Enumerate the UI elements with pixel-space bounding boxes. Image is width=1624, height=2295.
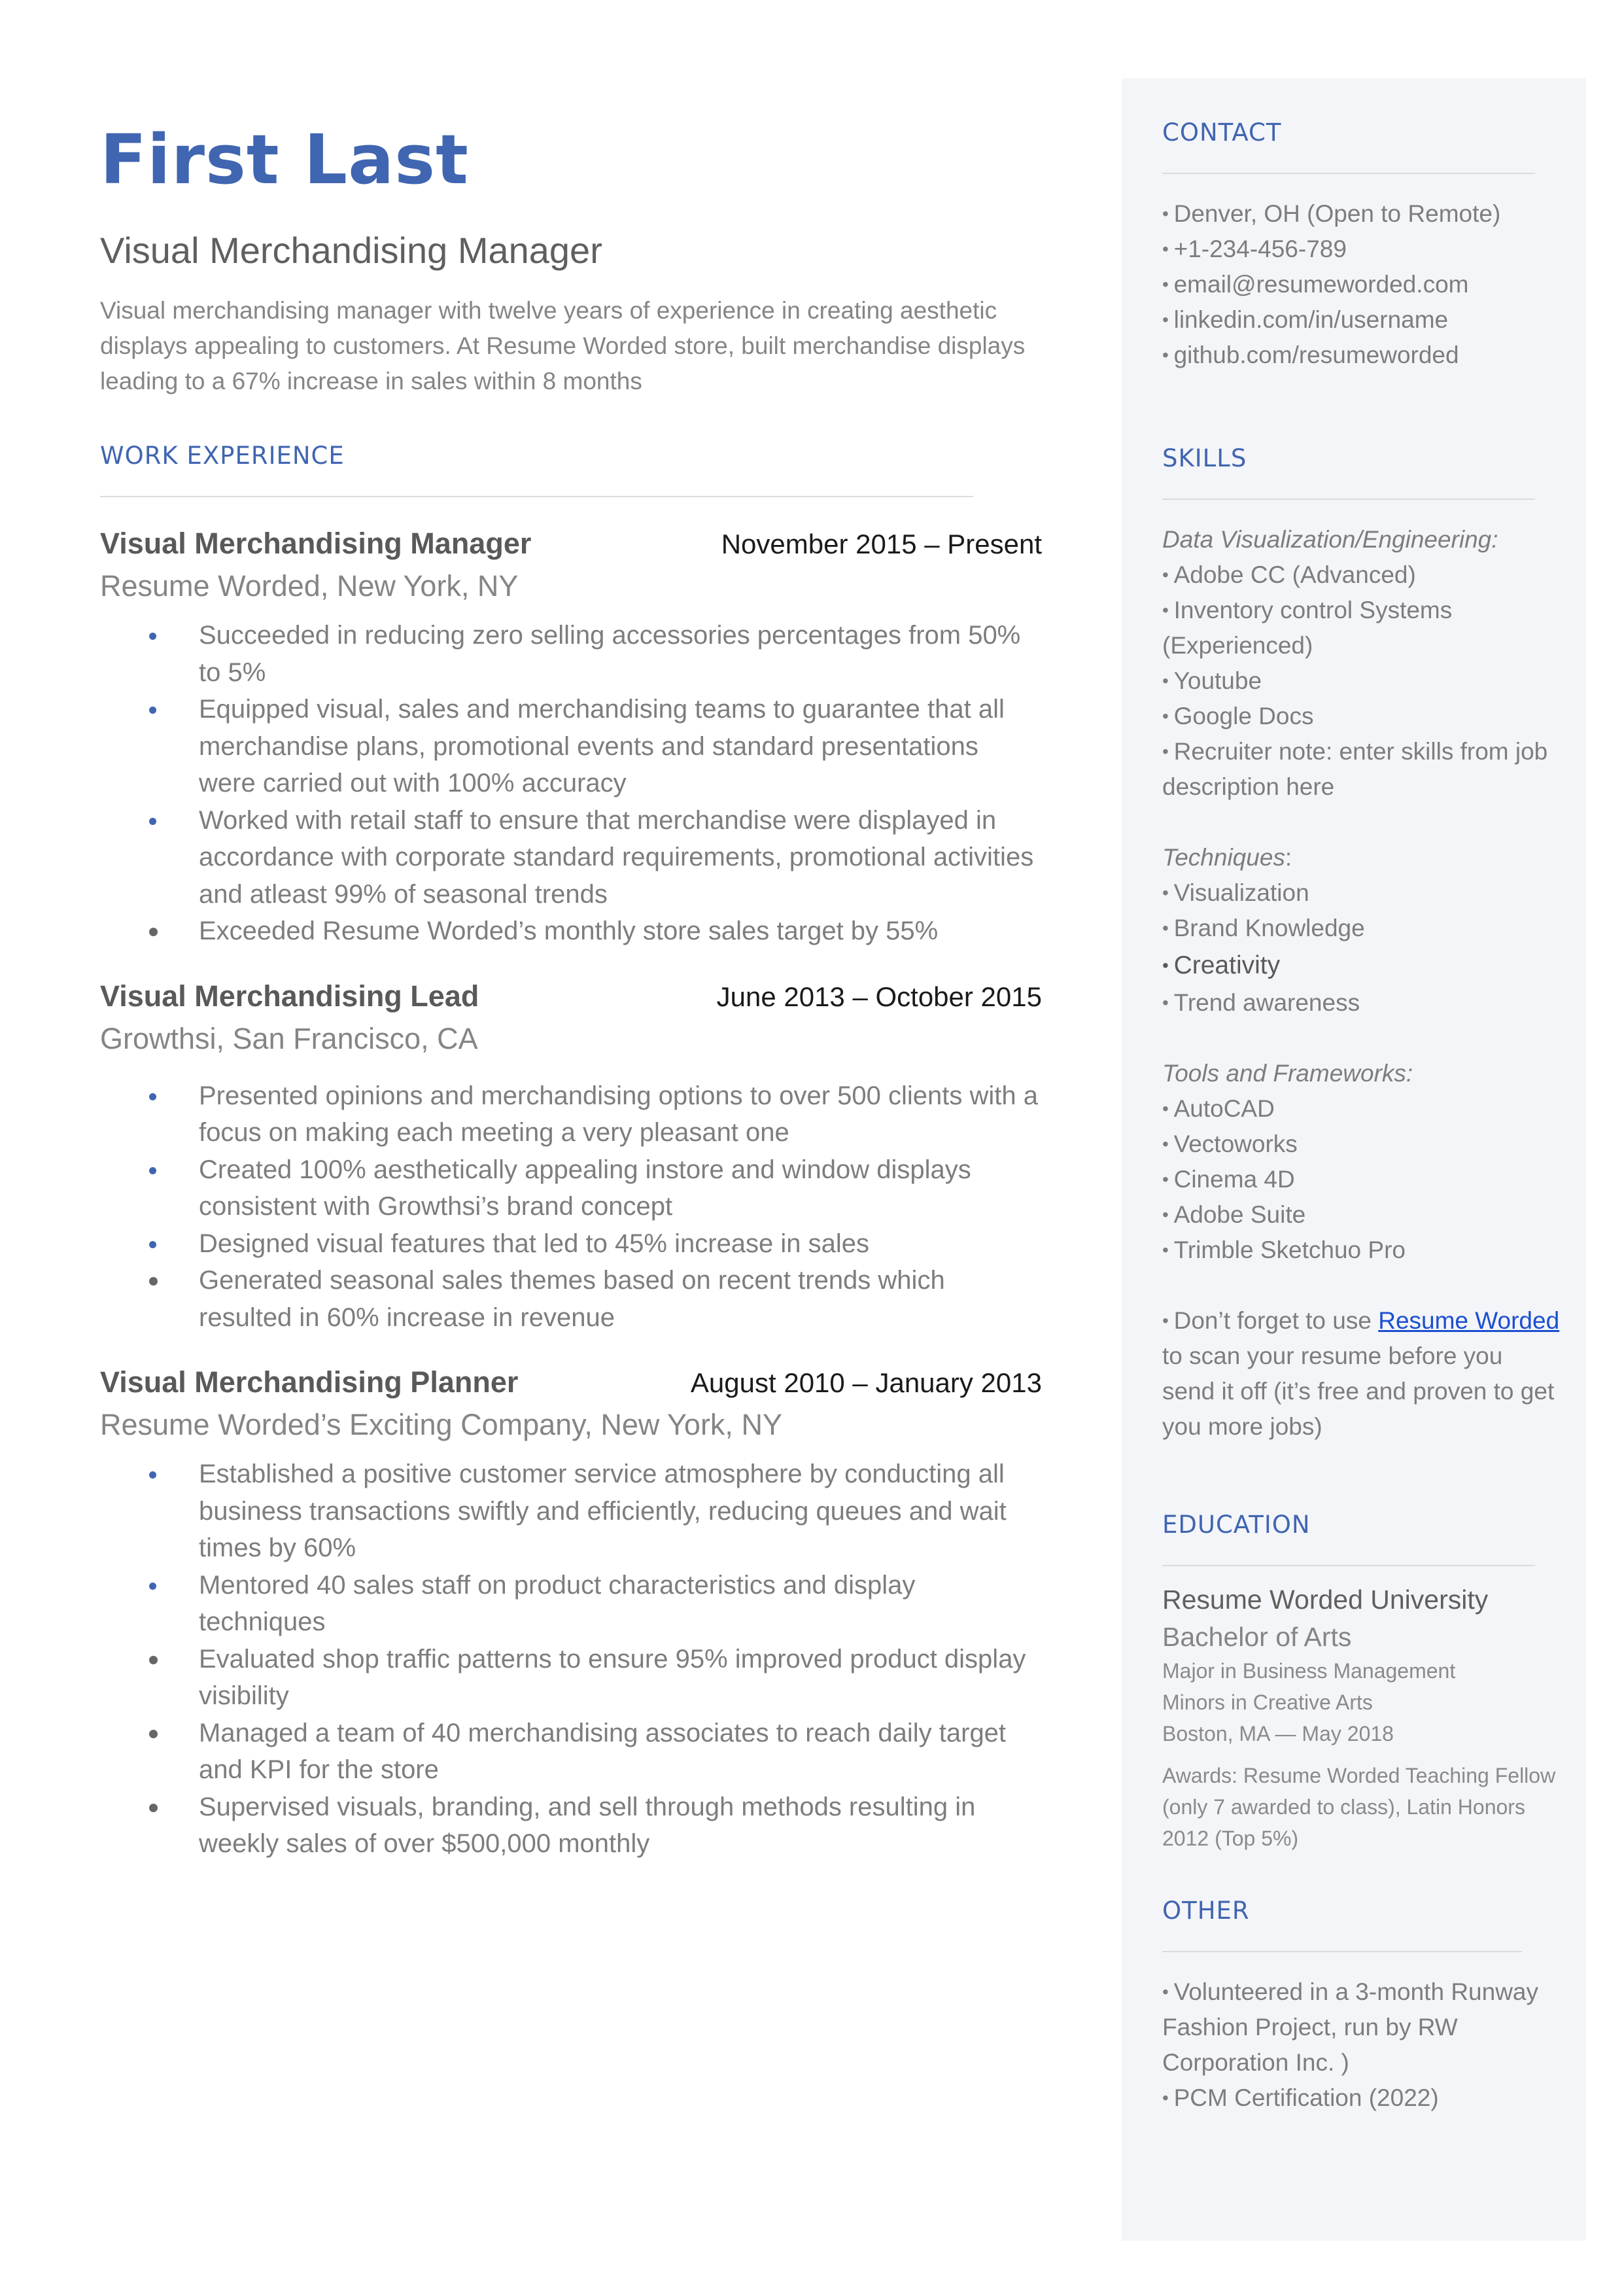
education-school: Resume Worded University xyxy=(1162,1585,1489,1615)
skill-item: • Trend awareness xyxy=(1162,985,1561,1021)
job-company: Growthsi, San Francisco, CA xyxy=(100,1021,478,1055)
skill-item: • Youtube xyxy=(1162,663,1561,699)
job-company: Resume Worded, New York, NY xyxy=(100,569,519,603)
job-entry xyxy=(100,976,1042,1337)
education-awards: Awards: Resume Worded Teaching Fellow (only 7 awarded to class), Latin Honors 2012 (Top 5%) xyxy=(1162,1764,1556,1850)
contact-github[interactable]: • github.com/resumeworded xyxy=(1162,338,1561,373)
job-dates: November 2015 – Present xyxy=(721,529,1042,559)
job-title: Visual Merchandising Planner xyxy=(100,1365,519,1399)
sidebar xyxy=(1122,79,1586,2241)
job-bullet: Worked with retail staff to ensure that merchandise were displayed in accordance with corporate standard requirements, promotional activities and atleast 99% of seasonal trends xyxy=(100,802,1042,913)
job-bullets xyxy=(100,1077,1042,1337)
contact-email[interactable]: • email@resumeworded.com xyxy=(1162,267,1561,302)
job-dates: June 2013 – October 2015 xyxy=(716,981,1042,1012)
skills-group-colon: : xyxy=(1285,844,1292,871)
work-experience-heading: WORK EXPERIENCE xyxy=(100,442,345,470)
candidate-name: First Last xyxy=(100,120,469,200)
contact-heading: CONTACT xyxy=(1162,118,1282,147)
contact-location: • Denver, OH (Open to Remote) xyxy=(1162,196,1561,232)
skill-item: • Creativity xyxy=(1162,946,1561,985)
divider xyxy=(1162,1951,1522,1952)
other-heading: OTHER xyxy=(1162,1897,1250,1925)
skill-item: • Inventory control Systems (Experienced) xyxy=(1162,593,1561,663)
education-major: Major in Business Management xyxy=(1162,1659,1456,1683)
skill-item: • Adobe CC (Advanced) xyxy=(1162,557,1561,593)
job-bullet: Designed visual features that led to 45% increase in sales xyxy=(100,1225,1042,1263)
education-heading: EDUCATION xyxy=(1162,1511,1311,1539)
contact-list xyxy=(1162,196,1561,373)
candidate-title: Visual Merchandising Manager xyxy=(100,230,602,271)
divider xyxy=(1162,173,1535,174)
skills-group-title: Tools and Frameworks: xyxy=(1162,1060,1413,1087)
education-minor: Minors in Creative Arts xyxy=(1162,1691,1373,1714)
skills-list xyxy=(1162,522,1561,1445)
contact-linkedin[interactable]: • linkedin.com/in/username xyxy=(1162,302,1561,338)
job-bullet: Supervised visuals, branding, and sell through methods resulting in weekly sales of over $500,000 monthly xyxy=(100,1789,1042,1863)
skills-heading: SKILLS xyxy=(1162,444,1247,472)
resume-worded-link[interactable]: Resume Worded xyxy=(1378,1307,1560,1334)
main-column xyxy=(100,111,1042,1863)
skills-group-title: Data Visualization/Engineering: xyxy=(1162,526,1498,553)
job-bullets xyxy=(100,1456,1042,1863)
job-bullet: Equipped visual, sales and merchandising teams to guarantee that all merchandise plans, promotional events and standard presentations were carried out with 100% accuracy xyxy=(100,691,1042,802)
summary: Visual merchandising manager with twelve years of experience in creating aesthetic displays appealing to customers. At Resume Worded store, built merchandise displays leading to a 67% increase in sales within 8 months xyxy=(100,297,1026,394)
skill-item: • Brand Knowledge xyxy=(1162,911,1561,946)
job-dates: August 2010 – January 2013 xyxy=(690,1367,1042,1398)
job-bullet: Succeeded in reducing zero selling accessories percentages from 50% to 5% xyxy=(100,617,1042,691)
job-entry xyxy=(100,523,1042,950)
education-location-date: Boston, MA — May 2018 xyxy=(1162,1722,1394,1745)
skill-item: • Trimble Sketchuo Pro xyxy=(1162,1233,1561,1268)
divider xyxy=(1162,499,1535,500)
skills-group-title xyxy=(1162,840,1561,875)
divider xyxy=(100,496,973,497)
education-entry xyxy=(1162,1581,1561,1854)
skill-item: • Adobe Suite xyxy=(1162,1197,1561,1233)
skill-item: • Cinema 4D xyxy=(1162,1162,1561,1197)
job-header xyxy=(100,976,1042,1017)
job-company: Resume Worded’s Exciting Company, New York, NY xyxy=(100,1408,782,1441)
job-bullet: Mentored 40 sales staff on product characteristics and display techniques xyxy=(100,1567,1042,1641)
job-bullet: Generated seasonal sales themes based on recent trends which resulted in 60% increase in revenue xyxy=(100,1262,1042,1336)
job-entry xyxy=(100,1362,1042,1863)
skill-item: • Vectoworks xyxy=(1162,1127,1561,1162)
sidebar-content xyxy=(1162,115,1561,2116)
job-bullet: Evaluated shop traffic patterns to ensure 95% improved product display visibility xyxy=(100,1641,1042,1715)
job-bullet: Exceeded Resume Worded’s monthly store sales target by 55% xyxy=(100,913,1042,950)
divider xyxy=(1162,1565,1535,1566)
job-header xyxy=(100,1362,1042,1403)
resume-worded-note xyxy=(1162,1303,1561,1445)
job-title: Visual Merchandising Lead xyxy=(100,979,479,1013)
skill-item: • Google Docs xyxy=(1162,699,1561,734)
job-title: Visual Merchandising Manager xyxy=(100,527,532,560)
job-bullets xyxy=(100,617,1042,950)
other-list xyxy=(1162,1974,1561,2116)
education-degree: Bachelor of Arts xyxy=(1162,1622,1352,1652)
job-bullet: Presented opinions and merchandising options to over 500 clients with a focus on making each meeting a very pleasant one xyxy=(100,1077,1042,1151)
job-bullet: Created 100% aesthetically appealing instore and window displays consistent with Growthsi’s brand concept xyxy=(100,1151,1042,1225)
skill-item: • AutoCAD xyxy=(1162,1091,1561,1127)
job-header xyxy=(100,523,1042,565)
contact-phone[interactable]: • +1-234-456-789 xyxy=(1162,232,1561,267)
skill-item: • Recruiter note: enter skills from job description here xyxy=(1162,734,1561,805)
skill-item: • Visualization xyxy=(1162,875,1561,911)
note-prefix: Don’t forget to use xyxy=(1173,1307,1379,1334)
skills-group-label: Techniques xyxy=(1162,844,1285,871)
job-bullet: Managed a team of 40 merchandising associates to reach daily target and KPI for the store xyxy=(100,1715,1042,1789)
other-item: • PCM Certification (2022) xyxy=(1162,2080,1561,2116)
note-suffix: to scan your resume before you send it off (it’s free and proven to get you more jobs) xyxy=(1162,1342,1555,1440)
job-bullet: Established a positive customer service atmosphere by conducting all business transactions swiftly and efficiently, reducing queues and wait times by 60% xyxy=(100,1456,1042,1567)
other-item: • Volunteered in a 3-month Runway Fashion Project, run by RW Corporation Inc. ) xyxy=(1162,1974,1561,2080)
